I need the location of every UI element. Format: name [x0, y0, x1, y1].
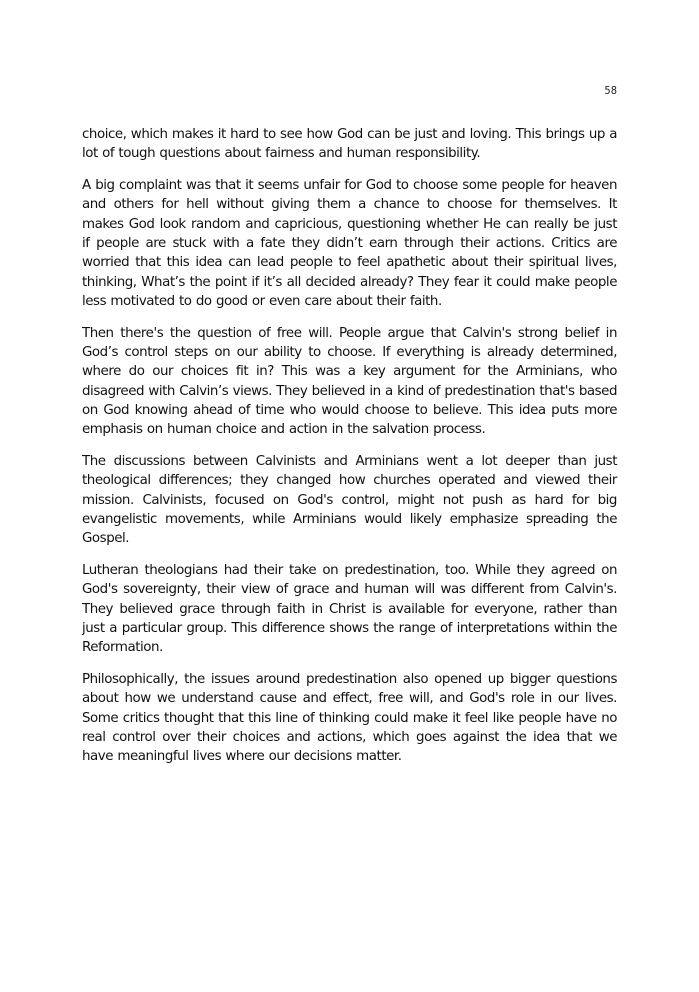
paragraph: Lutheran theologians had their take on predestination, too. While they agreed on God's sovereignty, their view of grace and human will was different from Calvin's. They believed grace through faith in Christ is available for everyone, rather than just a particular group. This difference shows the range of interpretations within the Reformation.	[82, 562, 617, 656]
paragraph: Then there's the question of free will. People argue that Calvin's strong belief in God’s control steps on our ability to choose. If everything is already determined, where do our choices fit in? This was a key argument for the Arminians, who disagreed with Calvin’s views. They believed in a kind of predestination that's based on God knowing ahead of time who would choose to believe. This idea puts more emphasis on human choice and action in the salvation process.	[82, 325, 617, 438]
paragraph: The discussions between Calvinists and Arminians went a lot deeper than just theological differences; they changed how churches operated and viewed their mission. Calvinists, focused on God's control, might not push as hard for big evangelistic movements, while Arminians would likely emphasize spreading the Gospel.	[82, 453, 617, 547]
page-number: 58	[604, 84, 617, 97]
paragraph: Philosophically, the issues around predestination also opened up bigger questions about how we understand cause and effect, free will, and God's role in our lives. Some critics thought that this line of thinking could make it feel like people have no real control over their choices and actions, which goes against the idea that we have meaningful lives where our decisions matter.	[82, 671, 617, 765]
body-text	[82, 125, 617, 779]
paragraph: A big complaint was that it seems unfair for God to choose some people for heaven and others for hell without giving them a chance to choose for themselves. It makes God look random and capricious, questioning whether He can really be just if people are stuck with a fate they didn’t earn through their actions. Critics are worried that this idea can lead people to feel apathetic about their spiritual lives, thinking, What’s the point if it’s all decided already? They fear it could make people less motivated to do good or even care about their faith.	[82, 178, 617, 309]
paragraph: choice, which makes it hard to see how God can be just and loving. This brings up a lot of tough questions about fairness and human responsibility.	[82, 127, 617, 162]
